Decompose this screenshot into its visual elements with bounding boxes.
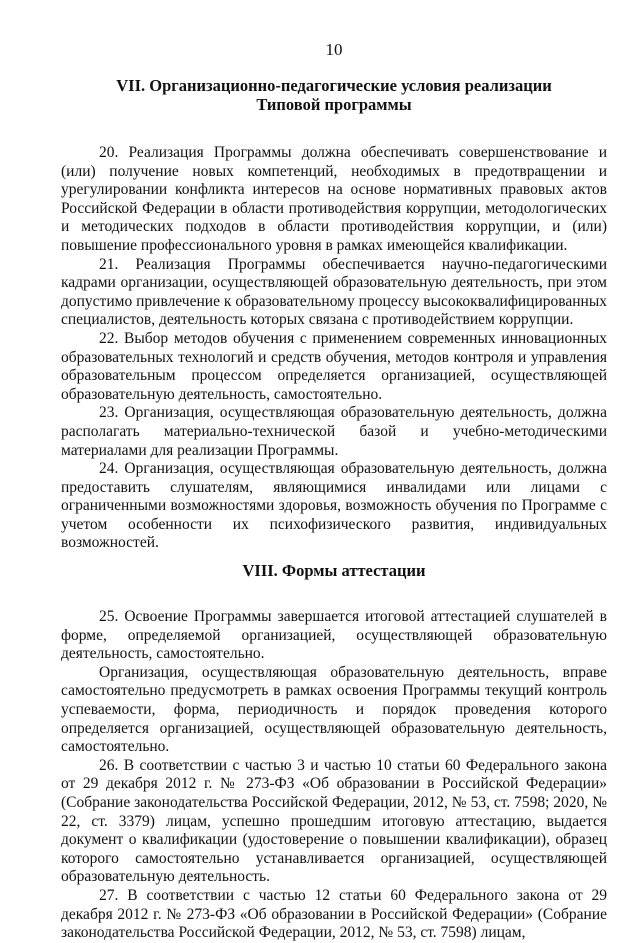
paragraph-21: 21. Реализация Программы обеспечивается научно-педагогическими кадрами организации, осуществляющей образовательную деятельность, при этом допустимо привлечение к образовательному процессу высококвалифицированных специалистов, деятельность которых связана с противодействием коррупции. bbox=[61, 255, 607, 329]
section-vii-heading-line-2: Типовой программы bbox=[256, 95, 412, 114]
section-vii-heading bbox=[61, 76, 607, 114]
document-page bbox=[61, 40, 607, 943]
section-viii-heading bbox=[61, 561, 607, 580]
section-vii bbox=[61, 76, 607, 553]
section-viii-heading-line-1: VIII. Формы аттестации bbox=[242, 561, 426, 581]
paragraph-25: 25. Освоение Программы завершается итоговой аттестацией слушателей в форме, определяемой организацией, осуществляющей образовательную деятельность, самостоятельно. bbox=[61, 608, 607, 663]
section-viii bbox=[61, 561, 607, 943]
page-number: 10 bbox=[325, 40, 343, 59]
paragraph-27: 27. В соответствии с частью 12 статьи 60 Федерального закона от 29 декабря 2012 г. № 273-ФЗ «Об образовании в Российской Федерации» (Собрание законодательства Российской Федерации, 2012, № 53, ст. 7598) лицам, bbox=[61, 886, 607, 942]
paragraph-22: 22. Выбор методов обучения с применением современных инновационных образовательных технологий и средств обучения, методов контроля и управления образовательным процессом определяется организацией, осуществляющей образовательную деятельность, самостоятельно. bbox=[61, 329, 607, 403]
paragraph-26: 26. В соответствии с частью 3 и частью 10 статьи 60 Федерального закона от 29 декабря 2012 г. № 273-ФЗ «Об образовании в Российской Федерации» (Собрание законодательства Российской Федерации, 2012, № 53, ст. 7598; 2020, № 22, ст. 3379) лицам, успешно прошедшим итоговую аттестацию, выдается документ о квалификации (удостоверение о повышении квалификации), образец которого самостоятельно устанавливается организацией, осуществляющей образовательную деятельность. bbox=[61, 756, 607, 886]
paragraph-23: 23. Организация, осуществляющая образовательную деятельность, должна располагать материально-технической базой и учебно-методическими материалами для реализации Программы. bbox=[61, 404, 607, 459]
paragraph-24: 24. Организация, осуществляющая образовательную деятельность, должна предоставить слушателям, являющимися инвалидами или лицами с ограниченными возможностями здоровья, возможность обучения по Программе с учетом особенности их психофизического развития, индивидуальных возможностей. bbox=[61, 460, 607, 552]
section-vii-heading-line-1: VII. Организационно-педагогические условия реализации bbox=[116, 76, 552, 95]
paragraph-20: 20. Реализация Программы должна обеспечивать совершенствование и (или) получение новых компетенций, необходимых в предотвращении и урегулировании конфликта интересов на основе нормативных правовых актов Российской Федерации в области противодействия коррупции, методологических и методических подходов в области противодействия коррупции, и (или) повышение профессионального уровня в рамках имеющейся квалификации. bbox=[61, 144, 607, 254]
paragraph-25-continued: Организация, осуществляющая образовательную деятельность, вправе самостоятельно предусмотреть в рамках освоения Программы текущий контроль успеваемости, форма, периодичность и порядок проведения которого определяется организацией, осуществляющей образовательную деятельность, самостоятельно. bbox=[61, 663, 607, 756]
